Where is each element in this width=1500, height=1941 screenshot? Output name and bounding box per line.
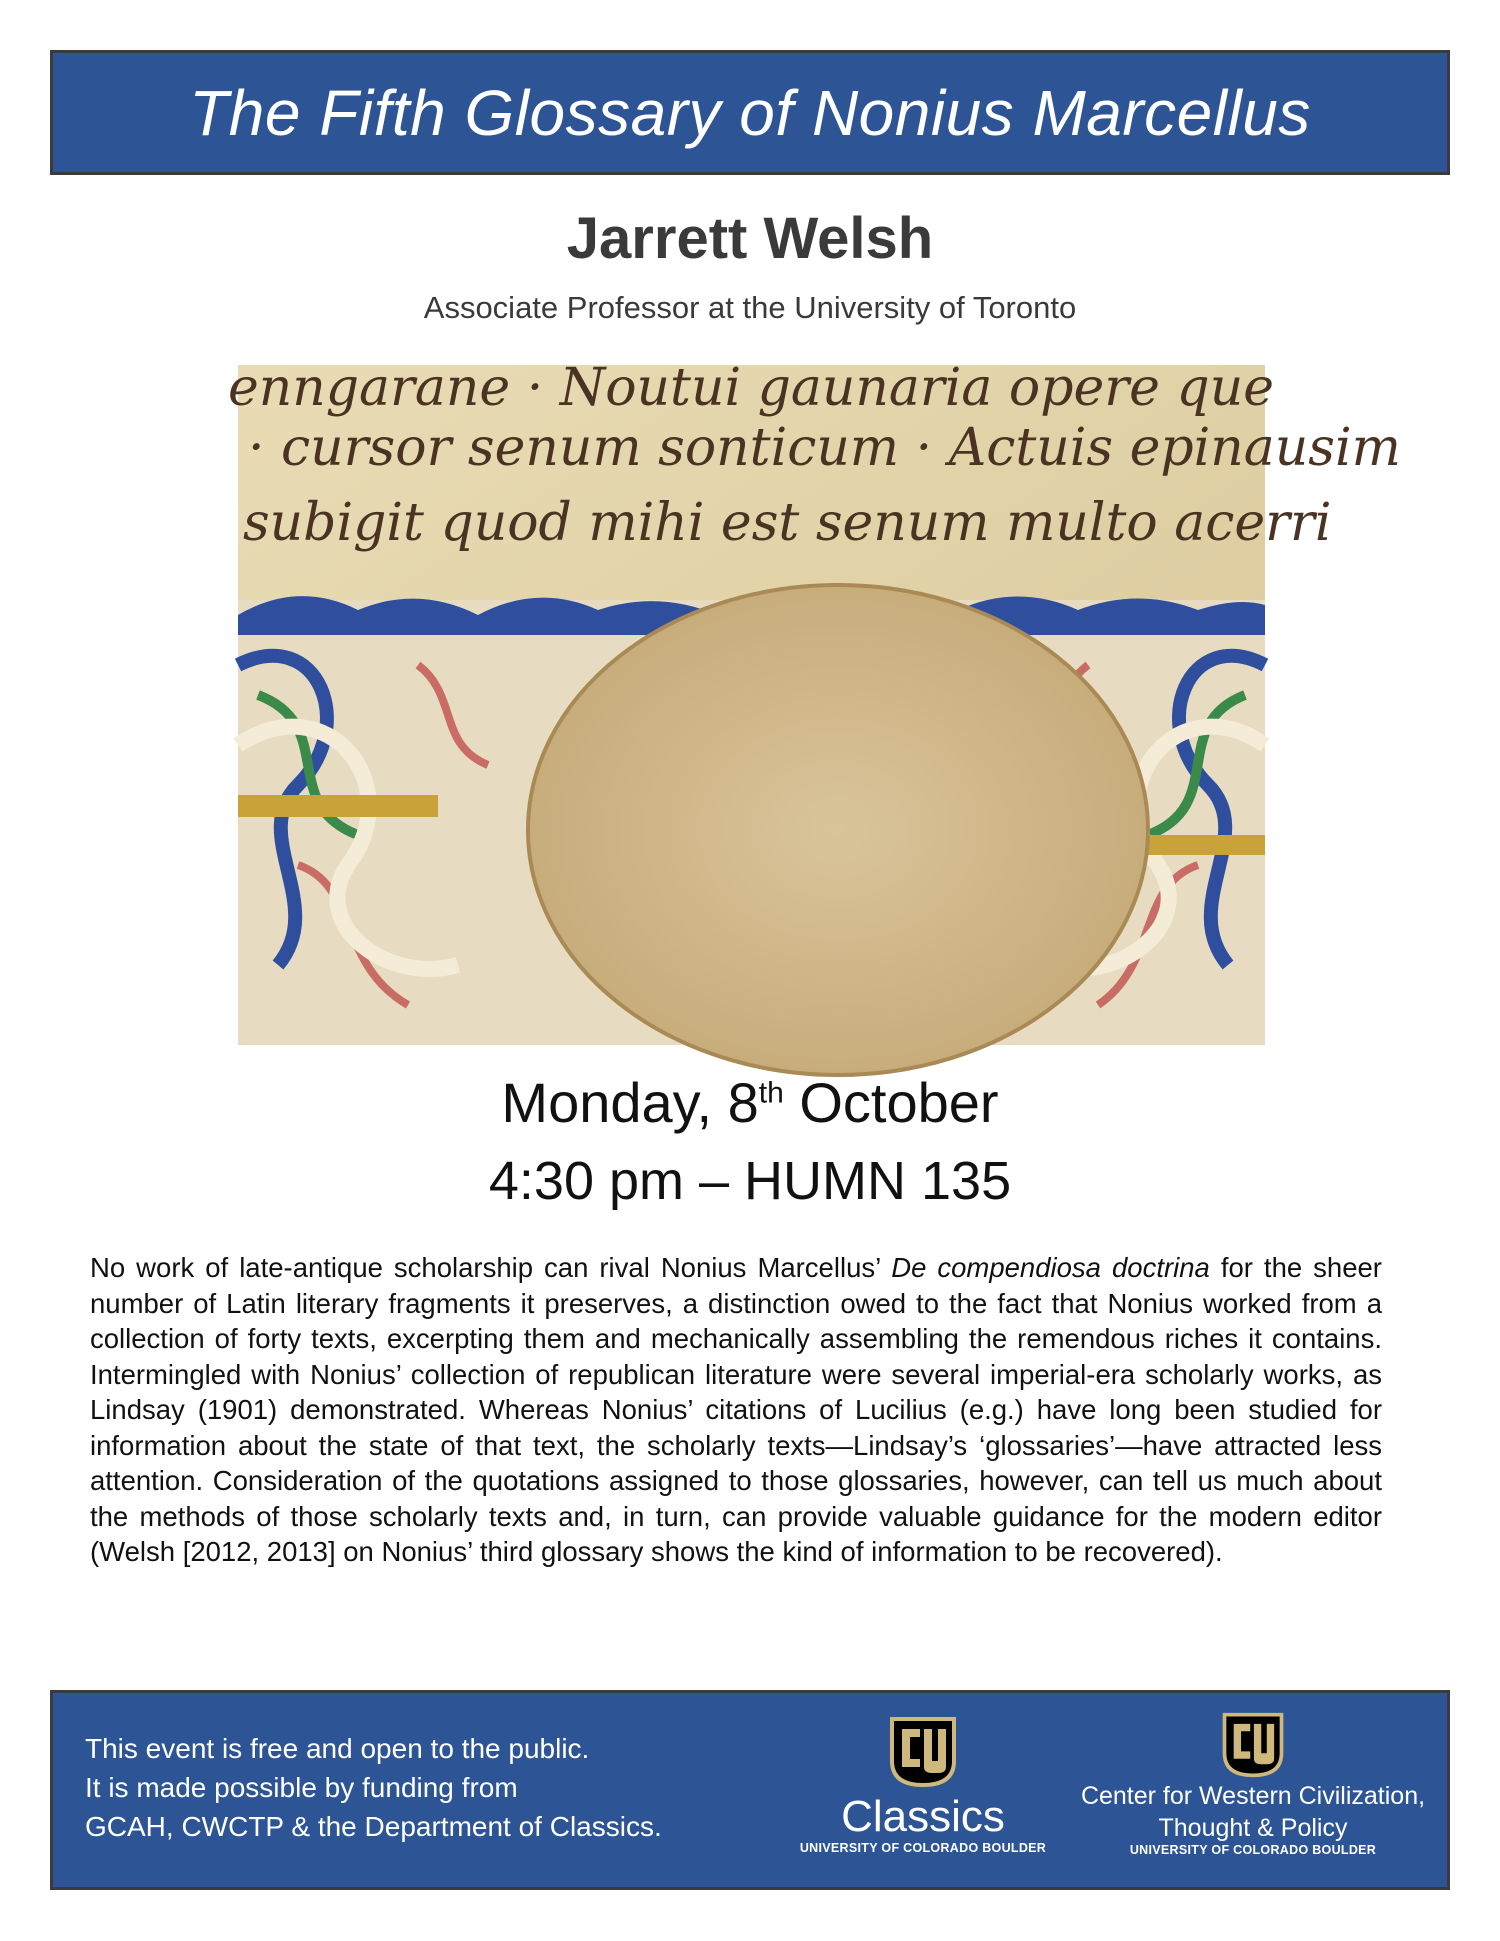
abstract-part-2: for the sheer number of Latin literary fragments it preserves, a distinction owed to the fact that Nonius worked from a collection of forty texts, excerpting them and mechanically assembling the remendous riches it contains. Intermingled with Nonius’ collection of republican literature were several imperial-era scholarly works, as Lindsay (1901) demonstrated. Whereas Nonius’ citations of Lucilius (e.g.) have long been studied for information about the state of that text, the scholarly texts—Lindsay’s ‘glossaries’—have attracted less attention. Consideration of the quotations assigned to those glossaries, however, can tell us much about the methods of those scholarly texts and, in turn, can provide valuable guidance for the modern editor (Welsh [2012, 2013] on Nonius’ third glossary shows the kind of information to be recovered). [90, 1252, 1382, 1567]
manuscript-line-3: subigit quod mihi est senum multo acerri [243, 493, 1332, 553]
footer-banner [50, 1690, 1450, 1890]
manuscript-line-2: · cursor senum sonticum · Actuis epinausim [248, 418, 1401, 478]
footer-info [85, 1729, 705, 1846]
center-logo [1063, 1711, 1443, 1881]
speaker-name: Jarrett Welsh [566, 206, 934, 271]
abstract-work-title: De compendiosa doctrina [891, 1252, 1210, 1283]
manuscript-photo [228, 358, 1401, 1045]
event-month: October [783, 1071, 999, 1134]
cu-logo-icon [1219, 1711, 1287, 1779]
title-banner [50, 50, 1450, 175]
manuscript-line-1: enngarane · Noutui gaunaria opere que [228, 358, 1274, 418]
classics-wordmark: Classics [841, 1792, 1005, 1841]
event-day: Monday, 8 [501, 1071, 759, 1134]
footer-line: This event is free and open to the public. [85, 1733, 590, 1764]
cu-logo-icon [886, 1715, 960, 1789]
footer-line: It is made possible by funding from [85, 1772, 518, 1803]
event-day-suffix: th [758, 1076, 784, 1110]
abstract-part-1: No work of late-antique scholarship can rival Nonius Marcellus’ [90, 1252, 892, 1283]
manuscript-illustration [228, 358, 1401, 1045]
center-name-line1: Center for Western Civilization, [1080, 1782, 1426, 1810]
center-university: UNIVERSITY OF COLORADO BOULDER [1129, 1843, 1377, 1857]
center-name-line2: Thought & Policy [1158, 1814, 1348, 1842]
event-title: The Fifth Glossary of Nonius Marcellus [189, 76, 1311, 149]
event-time-location: 4:30 pm – HUMN 135 [488, 1151, 1012, 1211]
speaker-affiliation: Associate Professor at the University of Toronto [423, 290, 1077, 325]
abstract-text [90, 1250, 1382, 1570]
classics-logo [773, 1715, 1073, 1875]
footer-line: GCAH, CWCTP & the Department of Classics. [85, 1811, 662, 1842]
event-date [0, 1070, 1500, 1135]
classics-university: UNIVERSITY OF COLORADO BOULDER [799, 1841, 1047, 1855]
